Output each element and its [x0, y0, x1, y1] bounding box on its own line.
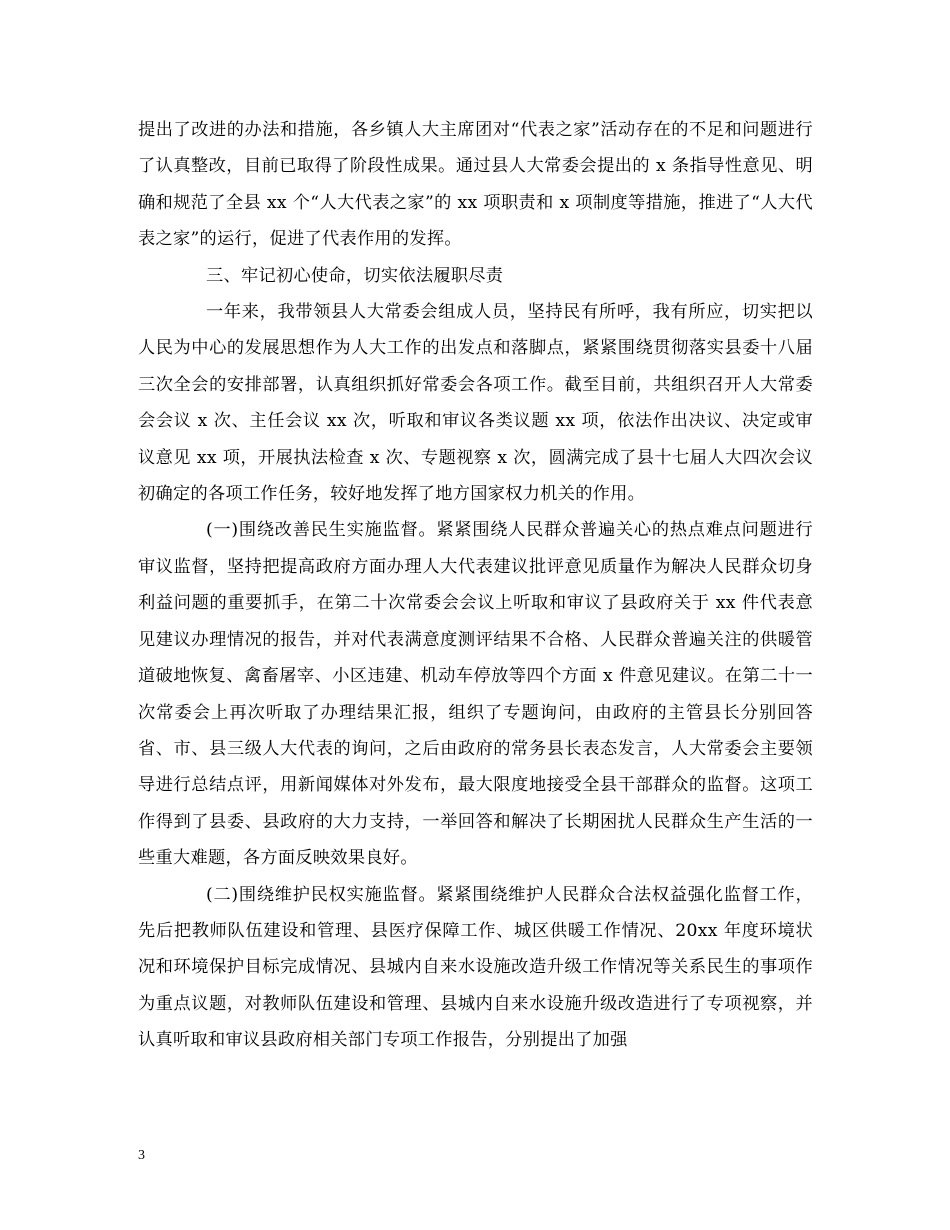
- page-number: 3: [138, 1148, 145, 1163]
- section-heading: 三、牢记初心使命，切实依法履职尽责: [206, 265, 504, 286]
- paragraph-summary: 一年来，我带领县人大常委会组成人员，坚持民有所呼，我有所应，切实把以人民为中心的发展思想作为人大工作的出发点和落脚点，紧紧围绕贯彻落实县委十八届三次全会的安排部署，认真组织抓好常委会各项工作。截至目前，共组织召开人大常委会会议 x 次、主任会议 xx 次，听取和审议各类议题 xx 项，依法作出决议、决定或审议意见 xx 项，开展执法检查 x 次、专题视察 x 次，圆满完成了县十七届人大四次会议初确定的各项工作任务，较好地发挥了地方国家权力机关的作用。: [138, 302, 813, 505]
- document-body: [138, 112, 813, 1059]
- paragraph-livelihood-supervision: (一)围绕改善民生实施监督。紧紧围绕人民群众普遍关心的热点难点问题进行审议监督，坚持把提高政府方面办理人大代表建议批评意见质量作为解决人民群众切身利益问题的重要抓手，在第二十次常委会会议上听取和审议了县政府关于 xx 件代表意见建议办理情况的报告，并对代表满意度测评结果不合格、人民群众普遍关注的供暖管道破地恢复、禽畜屠宰、小区违建、机动车停放等四个方面 x 件意见建议。在第二十一次常委会上再次听取了办理结果汇报，组织了专题询问，由政府的主管县长分别回答省、市、县三级人大代表的询问，之后由政府的常务县长表态发言，人大常委会主要领导进行总结点评，用新闻媒体对外发布，最大限度地接受全县干部群众的监督。这项工作得到了县委、县政府的大力支持，一举回答和解决了长期困扰人民群众生产生活的一些重大难题，各方面反映效果良好。: [138, 520, 813, 869]
- paragraph-rights-supervision: (二)围绕维护民权实施监督。紧紧围绕维护人民群众合法权益强化监督工作，先后把教师队伍建设和管理、县医疗保障工作、城区供暖工作情况、20xx 年度环境状况和环境保护目标完成情况、县城内自来水设施改造升级工作情况等关系民生的事项作为重点议题，对教师队伍建设和管理、县城内自来水设施升级改造进行了专项视察，并认真听取和审议县政府相关部门专项工作报告，分别提出了加强: [138, 884, 813, 1051]
- paragraph-continuation: 提出了改进的办法和措施，各乡镇人大主席团对“代表之家”活动存在的不足和问题进行了认真整改，目前已取得了阶段性成果。通过县人大常委会提出的 x 条指导性意见、明确和规范了全县 xx 个“人大代表之家”的 xx 项职责和 x 项制度等措施，推进了“人大代表之家”的运行，促进了代表作用的发挥。: [138, 120, 813, 250]
